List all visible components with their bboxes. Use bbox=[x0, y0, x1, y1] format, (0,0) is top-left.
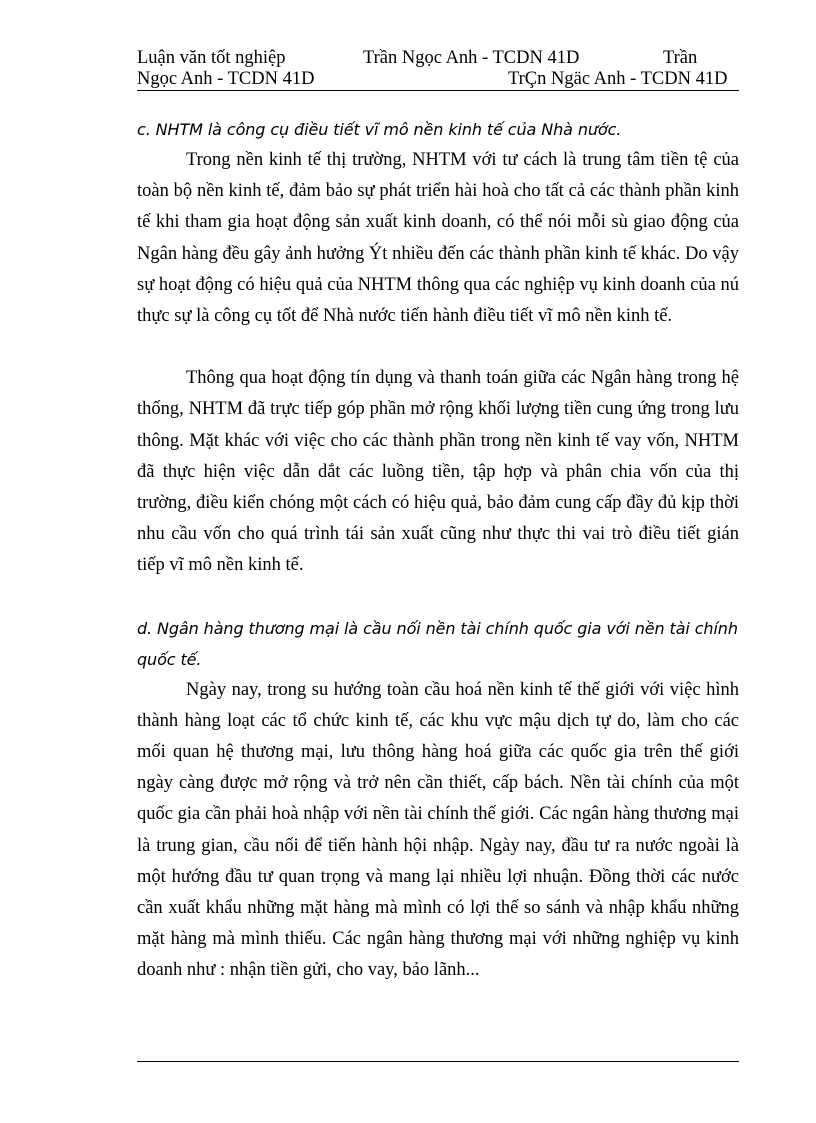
header-author-name: Trần Ngọc Anh - TCDN 41D bbox=[363, 48, 580, 68]
section-heading-c: c. NHTM là công cụ điều tiết vĩ mô nền kinh tế của Nhà nước. bbox=[137, 120, 622, 139]
body-paragraph: Ngày nay, trong su hướng toàn cầu hoá nền kinh tế thế giới với việc hình thành hàng loạt các tổ chức kinh tế, các khu vực mậu dịch tự do, làm cho các mối quan hệ thương mại, lưu thông hàng hoá giữa các quốc gia trên thế giới ngày càng được mở rộng và trở nên cần thiết, cấp bách. Nền tài chính của một quốc gia cần phải hoà nhập với nền tài chính thế giới. Các ngân hàng thương mại là trung gian, cầu nối để tiến hành hội nhập. Ngày nay, đầu tư ra nước ngoài là một hướng đầu tư quan trọng và mang lại nhiều lợi nhuận. Đồng thời các nước cần xuất khẩu những mặt hàng mà mình có lợi thế so sánh và nhập khẩu những mặt hàng mà mình thiếu. Các ngân hàng thương mại với những nghiệp vụ kinh doanh như : nhận tiền gửi, cho vay, bảo lãnh... bbox=[137, 679, 739, 981]
header-thesis-label: Luận văn tốt nghiệp bbox=[137, 48, 286, 68]
header-author-garbled: TrÇn Ngäc Anh - TCDN 41D bbox=[508, 69, 728, 89]
section-heading-d: d. Ngân hàng thương mại là cầu nối nền tài chính quốc gia với nền tài chính quốc tế. bbox=[137, 618, 738, 669]
footer-divider bbox=[137, 1061, 739, 1062]
page-header bbox=[137, 48, 739, 94]
body-paragraph: Trong nền kinh tế thị trường, NHTM với tư cách là trung tâm tiền tệ của toàn bộ nền kinh tế, đảm bảo sự phát triển hài hoà cho tất cả các thành phần kinh tế khi tham gia hoạt động sản xuất kinh doanh, có thể nói mỗi sù giao động của Ngân hàng đều gây ảnh hưởng Ýt nhiều đến các thành phần kinh tế khác. Do vậy sự hoạt động có hiệu quả của NHTM thông qua các nghiệp vụ kinh doanh của nú thực sự là công cụ tốt để Nhà nước tiến hành điều tiết vĩ mô nền kinh tế. bbox=[137, 150, 739, 327]
header-author-continuation: Ngọc Anh - TCDN 41D bbox=[137, 69, 315, 89]
header-divider bbox=[137, 90, 739, 91]
paragraph-spacer bbox=[137, 582, 739, 613]
document-body bbox=[137, 114, 739, 987]
paragraph-spacer bbox=[137, 332, 739, 363]
body-paragraph: Thông qua hoạt động tín dụng và thanh toán giữa các Ngân hàng trong hệ thống, NHTM đã trực tiếp góp phần mở rộng khối lượng tiền cung ứng trong lưu thông. Mặt khác với việc cho các thành phần trong nền kinh tế vay vốn, NHTM đã thực hiện việc dẫn dắt các luồng tiền, tập hợp và phân chia vốn của thị trường, điều kiển chóng một cách có hiệu quả, bảo đảm cung cấp đầy đủ kịp thời nhu cầu vốn cho quá trình tái sản xuất cũng như thực thi vai trò điều tiết gián tiếp vĩ mô nền kinh tế. bbox=[137, 368, 739, 576]
header-author-fragment: Trần bbox=[663, 48, 698, 68]
